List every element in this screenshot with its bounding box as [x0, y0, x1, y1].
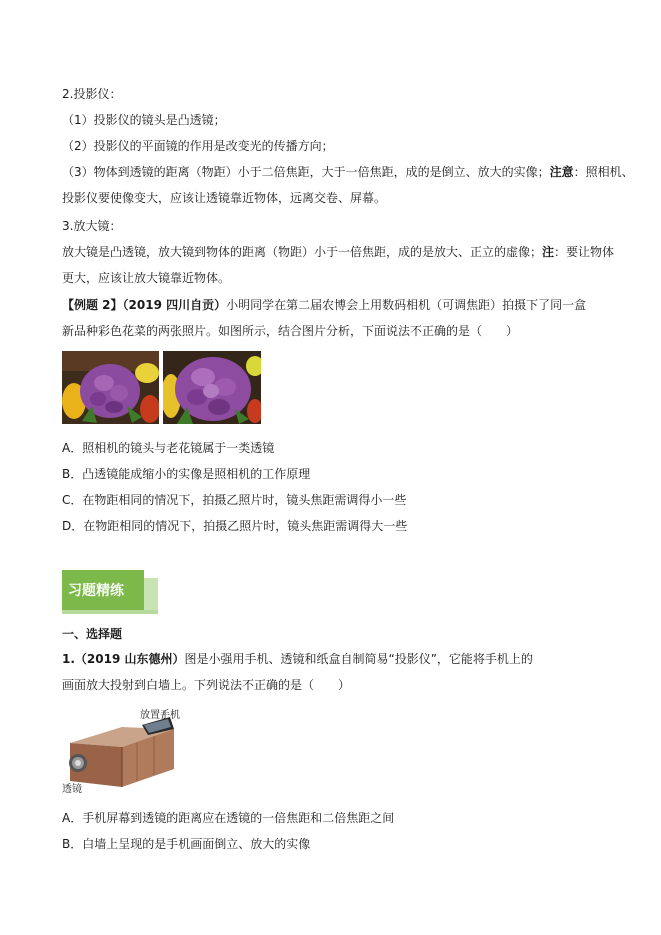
line-magnifier-1	[62, 244, 614, 260]
question-1-header	[62, 651, 533, 667]
line-projector-3	[62, 164, 634, 180]
line-magnifier-cont: 更大，应该让放大镜靠近物体。	[62, 271, 231, 285]
label-phone: 放置手机	[140, 710, 180, 721]
banner-decoration	[144, 578, 158, 610]
question-1-cont: 画面放大投射到白墙上。下列说法不正确的是（ ）	[62, 678, 351, 692]
line-magnifier-title: 3.放大镜：	[62, 219, 122, 233]
label-lens: 透镜	[62, 784, 82, 795]
cauliflower-photo-a	[62, 351, 159, 424]
section-banner-title: 习题精练	[68, 583, 124, 599]
note-label: 注	[542, 245, 555, 259]
section-banner	[62, 570, 144, 610]
section-heading-choice: 一、选择题	[62, 627, 123, 641]
question-1-option-b: B．白墙上呈现的是手机画面倒立、放大的实像	[62, 837, 311, 851]
line-projector-1: （1）投影仪的镜头是凸透镜；	[62, 113, 226, 127]
text: 小明同学在第二届农博会上用数码相机（可调焦距）拍摄下了同一盒	[226, 298, 587, 312]
text: 放大镜是凸透镜，放大镜到物体的距离（物距）小于一倍焦距，成的是放大、正立的虚像；	[62, 245, 543, 259]
example-2-header	[62, 297, 586, 313]
text: 图是小强用手机、透镜和纸盒自制简易“投影仪”，它能将手机上的	[184, 652, 533, 666]
example-2-option-a: A．照相机的镜头与老花镜属于一类透镜	[62, 441, 275, 455]
source-label: （2019 四川自贡）	[122, 298, 227, 312]
cauliflower-photo-b	[163, 351, 261, 424]
example-2-option-b: B．凸透镜能成缩小的实像是照相机的工作原理	[62, 467, 311, 481]
line-projector-3-cont: 投影仪要使像变大，应该让透镜靠近物体，远离交卷、屏幕。	[62, 191, 387, 205]
question-number: 1.	[62, 652, 75, 666]
note-label: 注意	[549, 165, 574, 179]
source-label: （2019 山东德州）	[74, 652, 185, 666]
line-projector-2: （2）投影仪的平面镜的作用是改变光的传播方向；	[62, 139, 334, 153]
banner-decoration	[62, 610, 158, 614]
example-2-option-d: D．在物距相同的情况下，拍摄乙照片时，镜头焦距需调得大一些	[62, 519, 408, 533]
line-projector-title: 2.投影仪：	[62, 87, 122, 101]
example-2-option-c: C．在物距相同的情况下，拍摄乙照片时，镜头焦距需调得小一些	[62, 493, 407, 507]
question-1-option-a: A．手机屏幕到透镜的距离应在透镜的一倍焦距和二倍焦距之间	[62, 811, 395, 825]
example-2-cont: 新品种彩色花菜的两张照片。如图所示，结合图片分析，下面说法不正确的是（ ）	[62, 324, 519, 338]
example-label: 【例题 2】	[62, 298, 123, 312]
text: ：要让物体	[554, 245, 615, 259]
text: （3）物体到透镜的距离（物距）小于二倍焦距，大于一倍焦距，成的是倒立、放大的实像；	[62, 165, 550, 179]
text: ：照相机、	[573, 165, 634, 179]
